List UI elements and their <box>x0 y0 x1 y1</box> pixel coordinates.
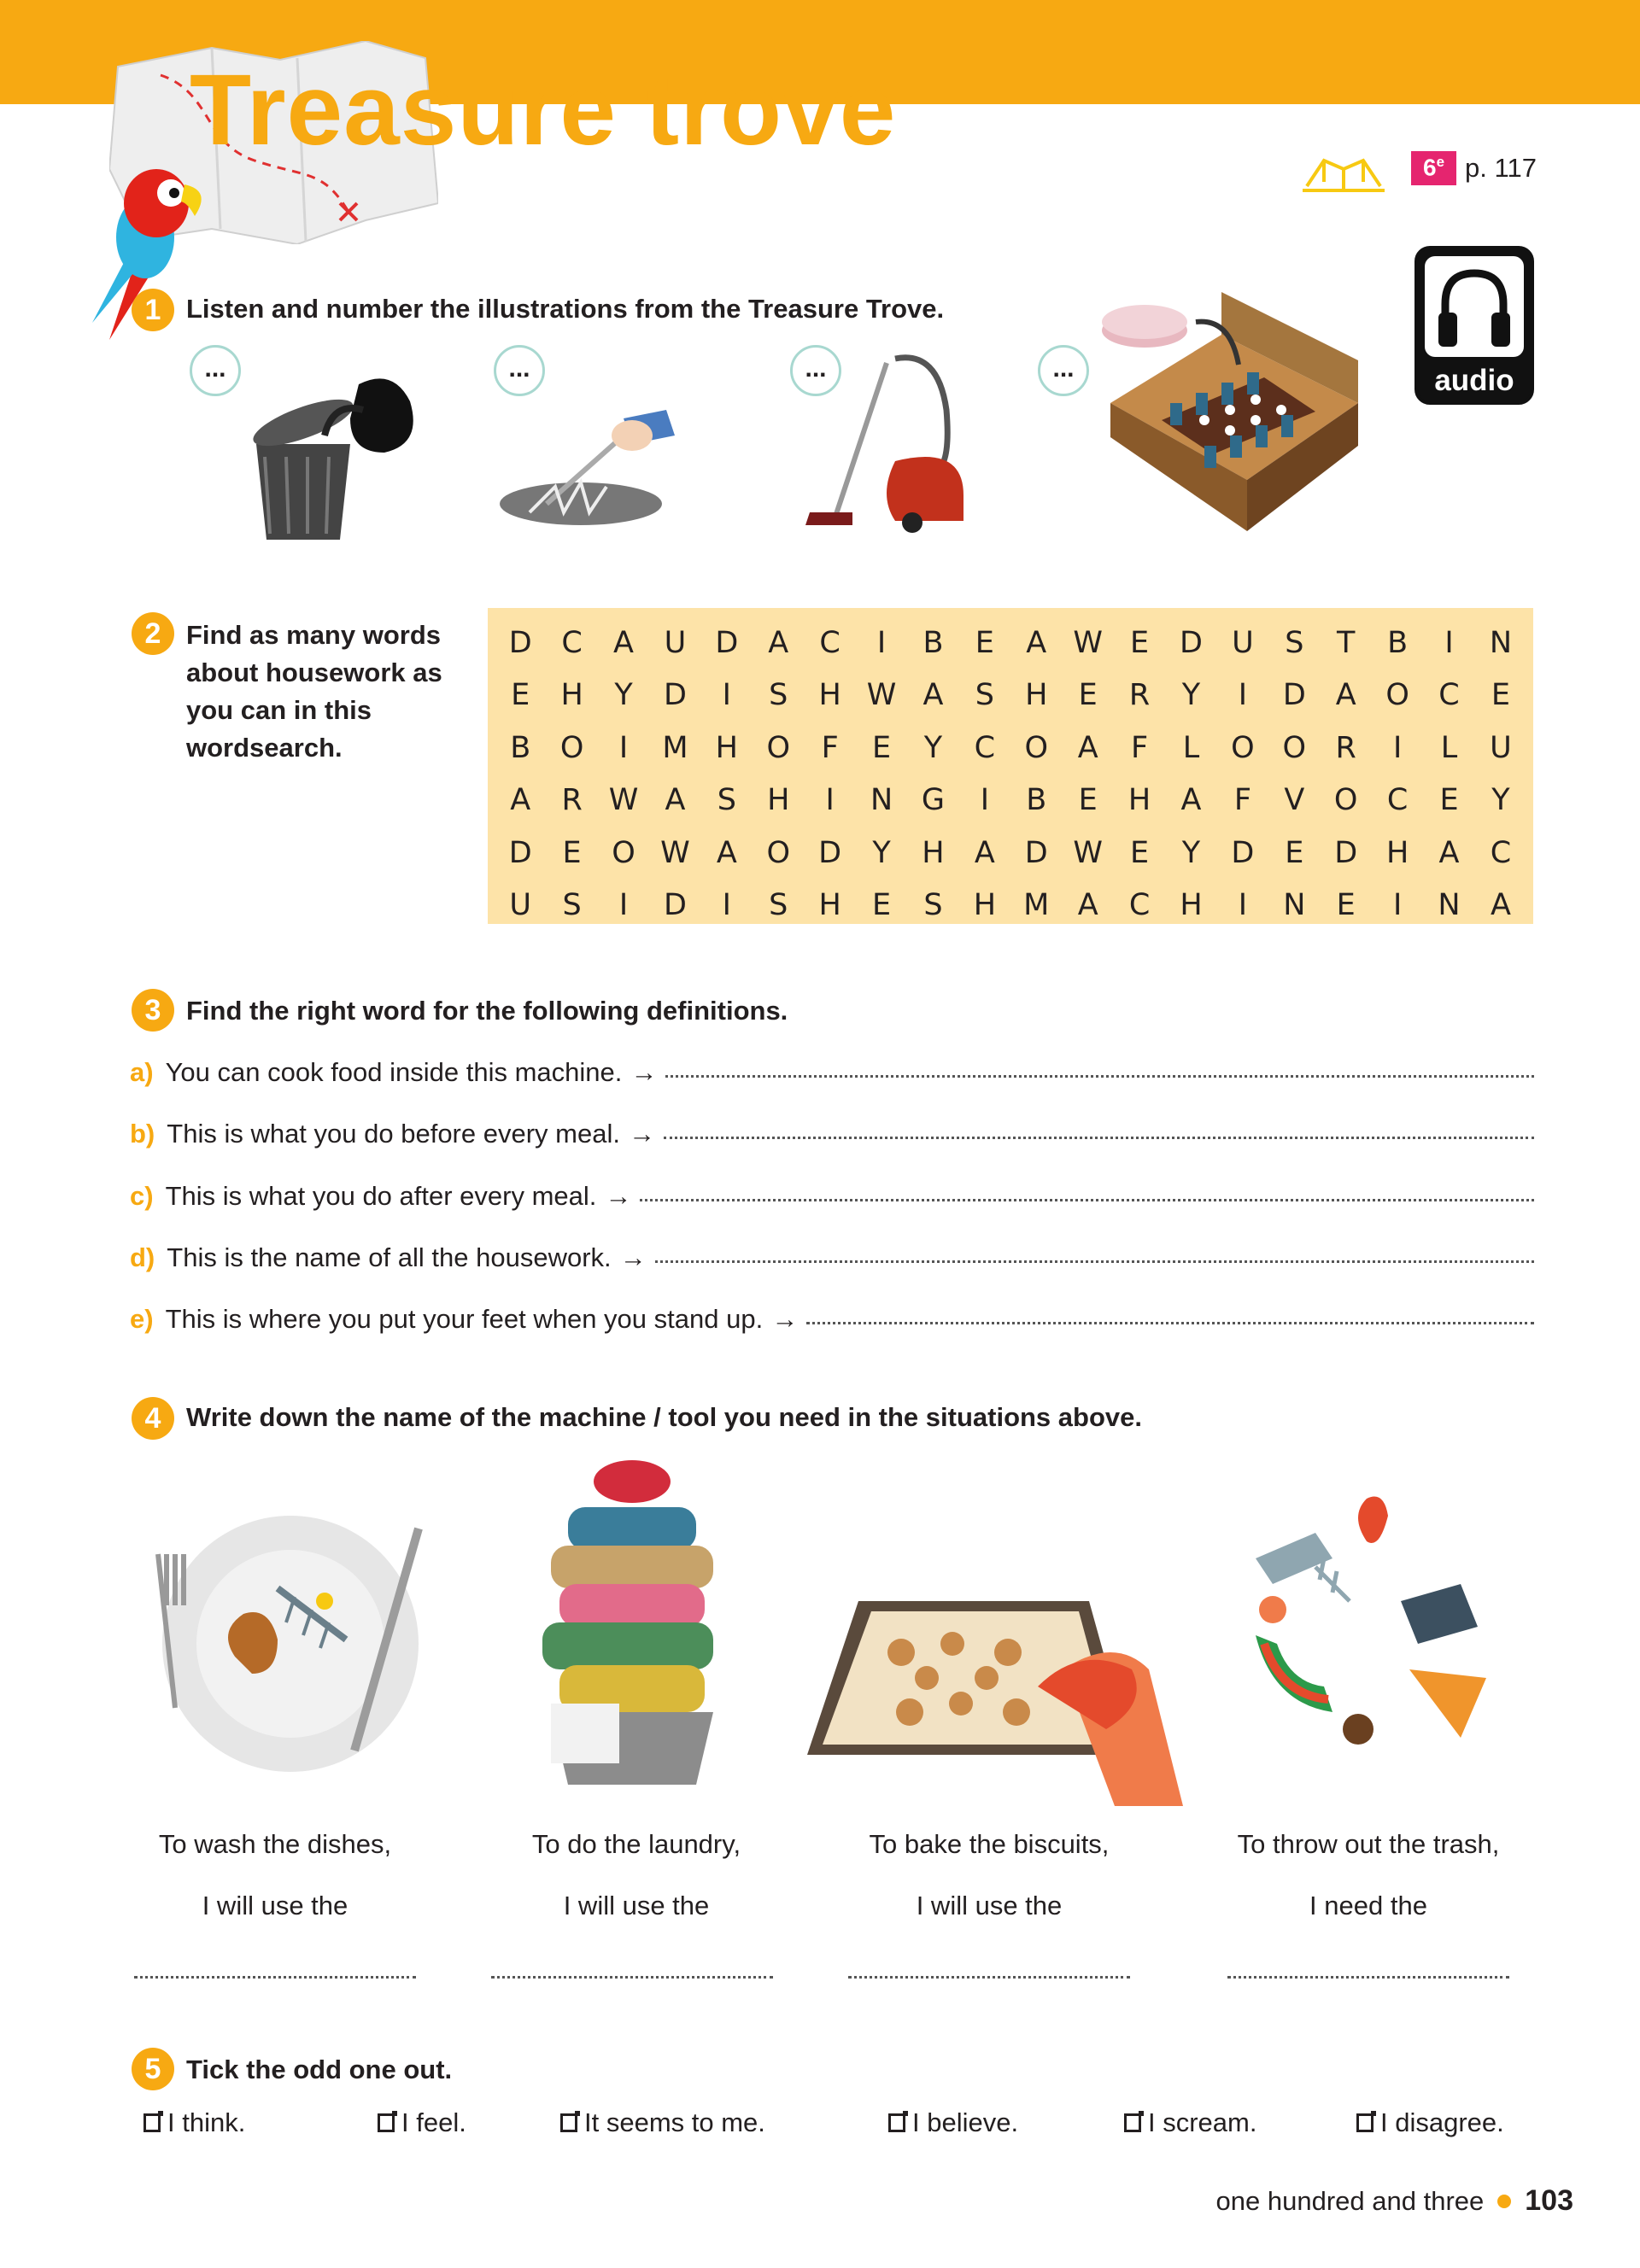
wordsearch-letter[interactable]: M <box>662 730 688 765</box>
wordsearch-letter[interactable]: R <box>1335 730 1356 765</box>
caption-biscuits-line2: I will use the <box>916 1891 1063 1920</box>
wordsearch-letter[interactable]: S <box>769 888 788 923</box>
wordsearch-row <box>495 827 1526 880</box>
page-number-words: one hundred and three <box>1215 2185 1485 2216</box>
wordsearch-letter[interactable]: B <box>922 625 944 660</box>
wordsearch-letter[interactable]: E <box>871 888 892 923</box>
wordsearch-letter[interactable]: E <box>1439 783 1459 818</box>
wordsearch-letter[interactable]: W <box>1073 625 1103 660</box>
checkbox[interactable] <box>1356 2113 1374 2132</box>
wordsearch-row <box>495 617 1526 669</box>
option-i-believe[interactable] <box>888 2107 1018 2138</box>
definition-text: This is where you put your feet when you stand up. <box>165 1304 764 1334</box>
arrow-icon: → <box>605 1181 632 1211</box>
wordsearch-letter[interactable]: E <box>1078 783 1098 818</box>
definition-text: This is the name of all the housework. <box>167 1242 612 1272</box>
caption-dishes-line2: I will use the <box>202 1891 348 1920</box>
wordsearch-letter[interactable]: A <box>1077 730 1098 765</box>
wordsearch-letter[interactable]: E <box>975 625 994 660</box>
wordsearch-letter[interactable]: U <box>1490 730 1512 765</box>
biscuit-tray-illustration <box>807 1593 1187 1815</box>
wordsearch-letter[interactable]: H <box>1180 888 1203 923</box>
trash-bin-illustration <box>222 350 419 547</box>
trash-scraps-illustration <box>1239 1482 1538 1772</box>
wordsearch-letter[interactable]: H <box>715 730 738 765</box>
definition-d <box>130 1242 1534 1273</box>
wordsearch-letter[interactable]: O <box>612 835 636 870</box>
wordsearch-letter[interactable]: E <box>871 730 892 765</box>
wordsearch-letter[interactable]: E <box>1130 625 1150 660</box>
wordsearch-letter[interactable]: C <box>1438 678 1460 713</box>
exercise-3-number: 3 <box>132 989 174 1032</box>
definition-c <box>130 1181 1534 1212</box>
laundry-pile-illustration <box>517 1456 747 1797</box>
wordsearch-letter[interactable]: L <box>1440 730 1458 765</box>
caption-laundry-line2: I will use the <box>563 1891 710 1920</box>
wordsearch-letter[interactable]: A <box>922 678 944 713</box>
wordsearch-row <box>495 880 1526 932</box>
exercise-1-number: 1 <box>132 289 174 331</box>
wordsearch-letter[interactable]: E <box>1491 678 1510 713</box>
wordsearch-letter[interactable]: W <box>608 783 639 818</box>
caption-dishes-line1: To wash the dishes, <box>158 1829 392 1859</box>
wordsearch-letter[interactable]: R <box>561 783 583 818</box>
exercise-5-instruction: Tick the odd one out. <box>186 2055 453 2084</box>
answer-line-dishes[interactable] <box>134 1976 416 1979</box>
wordsearch-letter[interactable]: D <box>1180 625 1203 660</box>
wordsearch-letter[interactable]: D <box>1282 678 1306 713</box>
wordsearch-letter[interactable]: O <box>1385 678 1409 713</box>
wordsearch-letter[interactable]: I <box>1392 888 1403 923</box>
wordsearch-letter[interactable]: E <box>1285 835 1304 870</box>
wordsearch-letter[interactable]: A <box>768 625 789 660</box>
footer-dot-icon <box>1497 2195 1511 2208</box>
wordsearch-letter[interactable]: N <box>1489 625 1513 660</box>
wordsearch-letter[interactable]: Y <box>872 835 891 870</box>
checkbox[interactable] <box>144 2113 161 2132</box>
wordsearch-letter[interactable]: A <box>1438 835 1460 870</box>
answer-line[interactable] <box>806 1322 1534 1324</box>
wordsearch-letter[interactable]: I <box>722 888 731 923</box>
wordsearch-letter[interactable]: H <box>818 678 841 713</box>
wordsearch-letter[interactable]: A <box>1180 783 1202 818</box>
wordsearch-letter[interactable]: C <box>819 625 840 660</box>
wordsearch-letter[interactable]: I <box>825 783 835 818</box>
grade-number: 6 <box>1423 154 1437 181</box>
option-i-disagree[interactable] <box>1356 2107 1504 2138</box>
wordsearch-letter[interactable]: I <box>618 730 629 765</box>
wordsearch-letter[interactable]: W <box>1073 835 1103 870</box>
wordsearch-letter[interactable]: N <box>1438 888 1461 923</box>
wordsearch-letter[interactable]: H <box>973 888 997 923</box>
wordsearch-grid[interactable] <box>488 608 1533 924</box>
wordsearch-letter[interactable]: N <box>1283 888 1306 923</box>
wordsearch-letter[interactable]: A <box>665 783 686 818</box>
wordsearch-letter[interactable]: E <box>562 835 582 870</box>
arrow-icon: → <box>771 1304 799 1334</box>
option-label: I disagree. <box>1380 2107 1504 2137</box>
wordsearch-letter[interactable]: E <box>1078 678 1098 713</box>
option-label: It seems to me. <box>584 2107 765 2137</box>
answer-line-biscuits[interactable] <box>848 1976 1130 1979</box>
definition-a <box>130 1057 1534 1088</box>
exercise-2-instruction: Find as many words about housework as you can in this wordsearch. <box>186 620 442 763</box>
checkbox[interactable] <box>560 2113 577 2132</box>
wordsearch-letter[interactable]: A <box>613 625 634 660</box>
wordsearch-letter[interactable]: O <box>1333 783 1358 818</box>
caption-biscuits-line1: To bake the biscuits, <box>869 1829 1110 1859</box>
wordsearch-letter[interactable]: Y <box>1181 835 1201 870</box>
wordsearch-letter[interactable]: V <box>1284 783 1305 818</box>
wordsearch-letter[interactable]: D <box>663 678 687 713</box>
wordsearch-letter[interactable]: W <box>660 835 690 870</box>
wordsearch-letter[interactable]: F <box>821 730 839 765</box>
wordsearch-letter[interactable]: I <box>1392 730 1403 765</box>
caption-trash-line1: To throw out the trash, <box>1237 1829 1500 1859</box>
wordsearch-letter[interactable]: B <box>1026 783 1047 818</box>
exercise-2-number: 2 <box>132 612 174 655</box>
audio-icon-panel <box>1425 256 1524 357</box>
wordsearch-letter[interactable]: H <box>1128 783 1151 818</box>
wordsearch-letter[interactable]: F <box>1233 783 1251 818</box>
checkbox[interactable] <box>888 2113 905 2132</box>
wordsearch-letter[interactable]: D <box>715 625 739 660</box>
wordsearch-letter[interactable]: C <box>1386 783 1409 818</box>
wordsearch-letter[interactable]: H <box>922 835 945 870</box>
wordsearch-letter[interactable]: I <box>876 625 887 660</box>
wordsearch-letter[interactable]: F <box>1131 730 1149 765</box>
wordsearch-letter[interactable]: U <box>664 625 687 660</box>
definition-letter: e) <box>130 1304 154 1334</box>
wordsearch-letter[interactable]: G <box>921 783 946 818</box>
caption-laundry-line1: To do the laundry, <box>531 1829 741 1859</box>
option-label: I feel. <box>401 2107 466 2137</box>
definition-b <box>130 1119 1534 1149</box>
wordsearch-letter[interactable]: I <box>1444 625 1454 660</box>
wordsearch-letter[interactable]: A <box>510 783 531 818</box>
answer-line-laundry[interactable] <box>491 1976 773 1979</box>
wordsearch-letter[interactable]: E <box>1130 835 1150 870</box>
wordsearch-letter[interactable]: Y <box>923 730 943 765</box>
exercise-1-instruction: Listen and number the illustrations from the Treasure Trove. <box>186 294 945 324</box>
wordsearch-letter[interactable]: M <box>1023 888 1050 923</box>
definition-text: This is what you do before every meal. <box>167 1119 620 1149</box>
wordsearch-letter[interactable]: C <box>1128 888 1151 923</box>
wordsearch-letter[interactable]: E <box>511 678 530 713</box>
wordsearch-letter[interactable]: E <box>1336 888 1356 923</box>
caption-trash-line2: I need the <box>1309 1891 1427 1920</box>
definition-letter: d) <box>130 1242 155 1272</box>
definition-letter: b) <box>130 1119 155 1149</box>
wordsearch-letter[interactable]: I <box>722 678 731 713</box>
wordsearch-letter[interactable]: U <box>509 888 532 923</box>
answer-line[interactable] <box>664 1137 1534 1139</box>
wordsearch-row <box>495 722 1526 775</box>
wordsearch-letter[interactable]: Y <box>614 678 633 713</box>
wordsearch-letter[interactable]: D <box>1334 835 1358 870</box>
wordsearch-letter[interactable]: D <box>1231 835 1255 870</box>
wordsearch-letter[interactable]: A <box>1026 625 1047 660</box>
audio-button[interactable] <box>1414 246 1534 405</box>
exercise-4-instruction: Write down the name of the machine / tool you need in the situations above. <box>186 1402 1142 1432</box>
reading-person-icon <box>1298 143 1389 193</box>
wordsearch-letter[interactable]: O <box>766 835 791 870</box>
option-i-scream[interactable] <box>1124 2107 1256 2138</box>
dining-room-illustration <box>1102 284 1367 540</box>
wordsearch-letter[interactable]: H <box>767 783 790 818</box>
wordsearch-letter[interactable]: S <box>562 888 582 923</box>
wordsearch-letter[interactable]: A <box>1490 888 1511 923</box>
wordsearch-row <box>495 669 1526 722</box>
exercise-5-number: 5 <box>132 2048 174 2090</box>
vacuum-cleaner-illustration <box>793 342 998 538</box>
option-label: I think. <box>167 2107 246 2137</box>
wordsearch-letter[interactable]: W <box>866 678 897 713</box>
wordsearch-letter[interactable]: R <box>1128 678 1151 713</box>
answer-bubble-4[interactable]: ... <box>1038 345 1089 396</box>
wordsearch-letter[interactable]: C <box>1490 835 1512 870</box>
wordsearch-letter[interactable]: O <box>1024 730 1049 765</box>
option-label: I believe. <box>912 2107 1019 2137</box>
wordsearch-letter[interactable]: D <box>508 625 532 660</box>
headphones-icon <box>1425 256 1524 357</box>
wordsearch-letter[interactable]: I <box>1238 678 1248 713</box>
wordsearch-letter[interactable]: A <box>974 835 995 870</box>
option-i-feel[interactable] <box>378 2107 466 2138</box>
audio-label: audio <box>1434 364 1514 397</box>
wordsearch-letter[interactable]: S <box>975 678 994 713</box>
wordsearch-letter[interactable]: H <box>1025 678 1048 713</box>
option-i-think[interactable] <box>144 2107 245 2138</box>
wordsearch-letter[interactable]: C <box>974 730 996 765</box>
page-number: 103 <box>1525 2184 1573 2217</box>
wordsearch-letter[interactable]: I <box>980 783 990 818</box>
grade-superscript: e <box>1436 154 1445 171</box>
checkbox[interactable] <box>378 2113 395 2132</box>
wordsearch-letter[interactable]: O <box>1282 730 1307 765</box>
wordsearch-letter[interactable]: C <box>561 625 583 660</box>
answer-line[interactable] <box>655 1260 1534 1263</box>
wordsearch-letter[interactable]: H <box>818 888 841 923</box>
option-label: I scream. <box>1148 2107 1257 2137</box>
exercise-3-instruction: Find the right word for the following definitions. <box>186 996 788 1026</box>
wordsearch-letter[interactable]: L <box>1182 730 1200 765</box>
arrow-icon: → <box>628 1119 655 1149</box>
checkbox[interactable] <box>1124 2113 1141 2132</box>
wordsearch-letter[interactable]: H <box>560 678 583 713</box>
answer-line-trash[interactable] <box>1227 1976 1509 1979</box>
wordsearch-letter[interactable]: D <box>508 835 532 870</box>
wordsearch-letter[interactable]: U <box>1232 625 1254 660</box>
wordsearch-letter[interactable]: B <box>1387 625 1409 660</box>
wordsearch-letter[interactable]: O <box>559 730 584 765</box>
wordsearch-letter[interactable]: D <box>818 835 842 870</box>
reference-block <box>1298 143 1537 193</box>
answer-bubble-3[interactable]: ... <box>790 345 841 396</box>
definition-text: This is what you do after every meal. <box>165 1181 597 1211</box>
wordsearch-letter[interactable]: I <box>1238 888 1248 923</box>
dusting-illustration <box>495 384 692 529</box>
definition-e <box>130 1304 1534 1335</box>
wordsearch-letter[interactable]: S <box>717 783 736 818</box>
wordsearch-letter[interactable]: B <box>510 730 531 765</box>
wordsearch-letter[interactable]: Y <box>1491 783 1510 818</box>
answer-line[interactable] <box>640 1199 1534 1201</box>
wordsearch-letter[interactable]: S <box>1285 625 1304 660</box>
wordsearch-row <box>495 775 1526 827</box>
wordsearch-letter[interactable]: A <box>716 835 737 870</box>
answer-line[interactable] <box>665 1075 1534 1078</box>
wordsearch-letter[interactable]: O <box>1231 730 1255 765</box>
definition-letter: c) <box>130 1181 154 1211</box>
page-footer <box>1216 2184 1573 2218</box>
wordsearch-letter[interactable]: Y <box>1181 678 1201 713</box>
exercise-4-number: 4 <box>132 1397 174 1440</box>
answer-bubble-1[interactable]: ... <box>190 345 241 396</box>
dirty-plate-illustration <box>149 1503 431 1785</box>
page-title: Treasure trove <box>190 54 897 167</box>
arrow-icon: → <box>619 1242 647 1272</box>
wordsearch-letter[interactable]: D <box>663 888 687 923</box>
wordsearch-letter[interactable]: S <box>923 888 943 923</box>
definition-letter: a) <box>130 1057 154 1087</box>
grade-badge <box>1411 151 1456 184</box>
wordsearch-letter[interactable]: H <box>1385 835 1409 870</box>
wordsearch-letter[interactable]: A <box>1335 678 1356 713</box>
wordsearch-letter[interactable]: N <box>870 783 893 818</box>
wordsearch-letter[interactable]: S <box>769 678 788 713</box>
wordsearch-letter[interactable]: T <box>1337 625 1356 660</box>
page-reference: p. 117 <box>1465 153 1537 183</box>
arrow-icon: → <box>630 1057 658 1087</box>
wordsearch-letter[interactable]: A <box>1077 888 1098 923</box>
option-it-seems-to-me[interactable] <box>560 2107 765 2138</box>
answer-bubble-2[interactable]: ... <box>494 345 545 396</box>
wordsearch-letter[interactable]: D <box>1024 835 1048 870</box>
definition-text: You can cook food inside this machine. <box>165 1057 623 1087</box>
wordsearch-letter[interactable]: O <box>766 730 791 765</box>
wordsearch-letter[interactable]: I <box>618 888 629 923</box>
